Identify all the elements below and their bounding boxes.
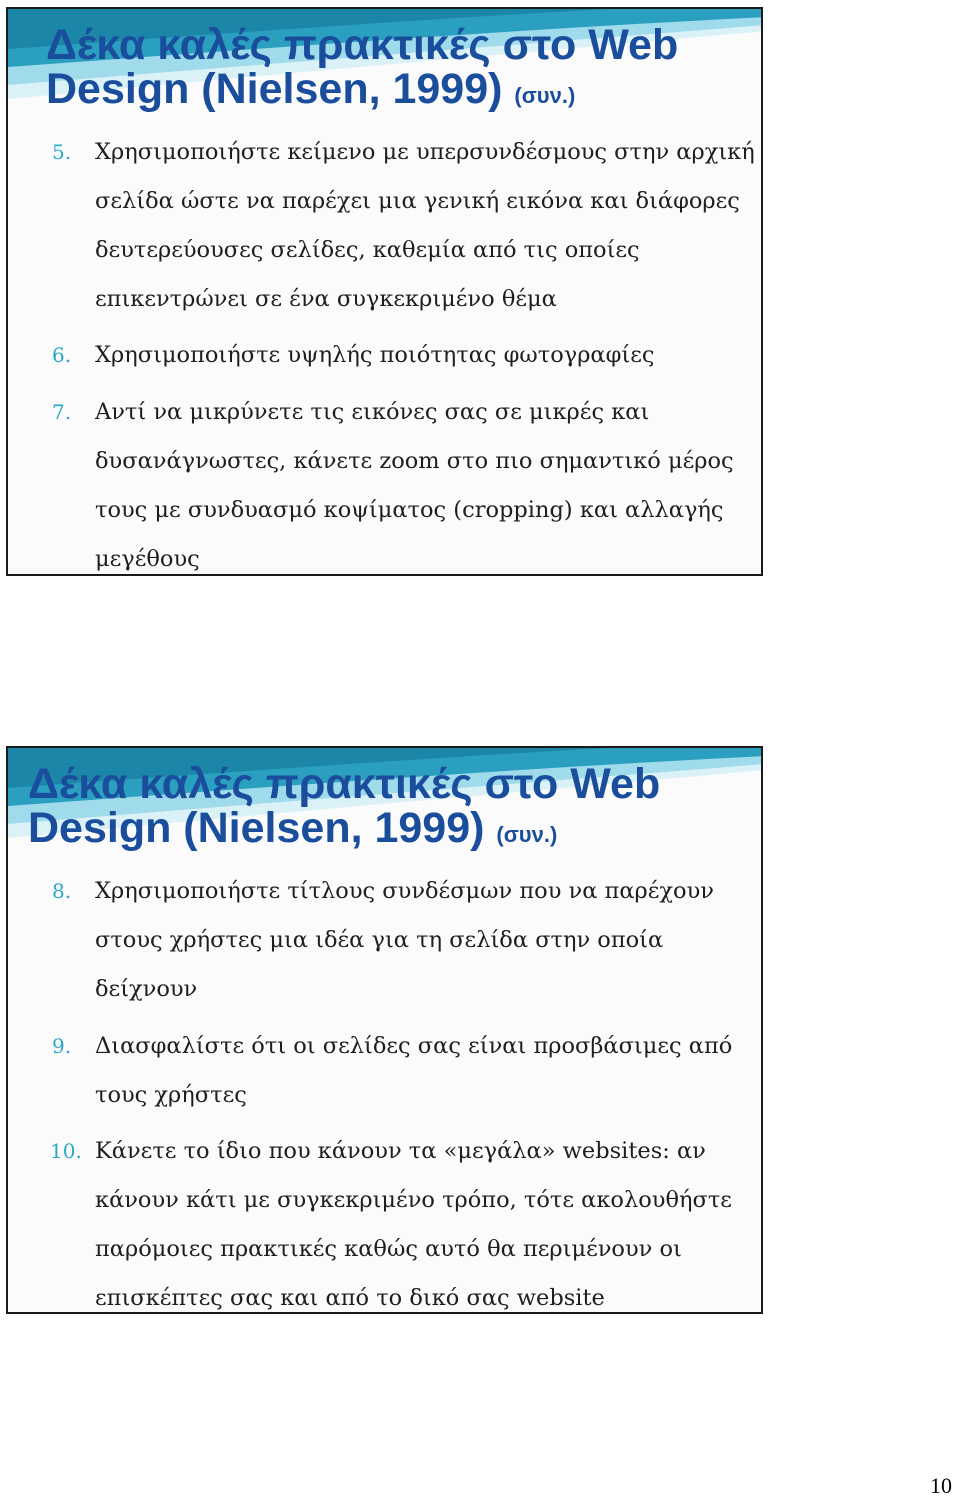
item-number: 8. — [52, 879, 72, 903]
slide-title-text: Δέκα καλές πρακτικές στο Web Design (Nielsen, 1999) — [28, 760, 661, 852]
item-text: Χρησιμοποιήστε τίτλους συνδέσμων που να παρέχουν στους χρήστες μια ιδέα για τη σελίδα στην οποία δείχνουν — [95, 878, 714, 1002]
slide-2 — [6, 746, 763, 1314]
item-number: 9. — [52, 1034, 72, 1058]
slide-title-suffix: (συν.) — [514, 83, 576, 108]
item-text: Διασφαλίστε ότι οι σελίδες σας είναι προσβάσιμες από τους χρήστες — [95, 1033, 733, 1108]
item-text: Χρησιμοποιήστε κείμενο με υπερσυνδέσμους στην αρχική σελίδα ώστε να παρέχει μια γενική εικόνα και διάφορες δευτερεύουσες σελίδες, καθεμία από τις οποίες επικεντρώνει σε ένα συγκεκριμένο θέμα — [95, 139, 755, 312]
slide-title-text: Δέκα καλές πρακτικές στο Web Design (Nielsen, 1999) — [46, 21, 679, 113]
slide-title-suffix: (συν.) — [496, 822, 558, 847]
bullet-list — [8, 748, 761, 1312]
page-number: 10 — [930, 1473, 952, 1498]
item-number: 7. — [52, 400, 72, 424]
item-number: 5. — [52, 140, 72, 164]
slide-1 — [6, 7, 763, 576]
item-number: 10. — [50, 1139, 82, 1163]
bullet-list — [8, 9, 761, 574]
item-text: Αντί να μικρύνετε τις εικόνες σας σε μικρές και δυσανάγνωστες, κάνετε zoom στο πιο σημαντικό μέρος τους με συνδυασμό κοψίματος (cropping) και αλλαγής μεγέθους — [95, 399, 734, 572]
item-number: 6. — [52, 343, 72, 367]
item-text: Χρησιμοποιήστε υψηλής ποιότητας φωτογραφίες — [95, 342, 655, 368]
item-text: Κάνετε το ίδιο που κάνουν τα «μεγάλα» websites: αν κάνουν κάτι με συγκεκριμένο τρόπο, τότε ακολουθήστε παρόμοιες πρακτικές καθώς αυτό θα περιμένουν οι επισκέπτες σας και από το δικό σας website — [95, 1138, 732, 1311]
